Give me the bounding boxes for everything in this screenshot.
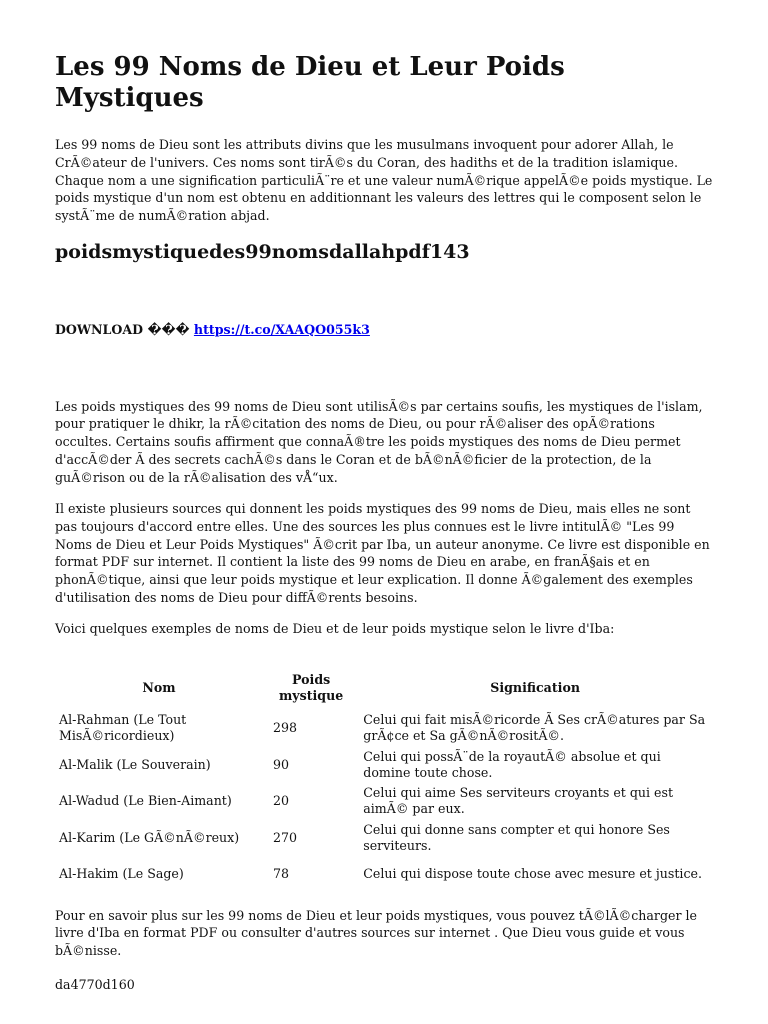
- cell-poids: 270: [272, 829, 298, 845]
- document-subtitle: poidsmystiquedes99nomsdallahpdf143: [55, 240, 470, 263]
- cell-signification: Celui qui donne sans compter et qui honore Ses serviteurs.: [363, 821, 670, 853]
- paragraph-sources: Il existe plusieurs sources qui donnent les poids mystiques des 99 noms de Dieu, mais elles ne sont pas toujours d'accord entre elles. Une des sources les plus connues est le livre intitulÃ© "Les 99 Noms de Dieu et Leur Poids Mystiques" Ã©crit par Iba, un auteur anonyme. Ce livre est disponible en format PDF sur internet. Il contient la liste des 99 noms de Dieu en arabe, en franÃ§ais et en phonÃ©tique, ainsi que leur poids mystique et leur explication. Il donne Ã©galement des exemples d'utilisation des noms de Dieu pour diffÃ©rents besoins.: [55, 501, 710, 605]
- cell-nom: Al-Karim (Le GÃ©nÃ©reux): [59, 829, 240, 845]
- document-hash: da4770d160: [55, 976, 135, 992]
- download-line: [55, 321, 713, 338]
- paragraph-examples-intro: Voici quelques exemples de noms de Dieu et de leur poids mystique selon le livre d'Iba:: [55, 621, 615, 637]
- download-glyphs: ���: [147, 321, 190, 337]
- cell-poids: 298: [272, 720, 298, 736]
- table-row: [55, 783, 711, 820]
- paragraph-outro: Pour en savoir plus sur les 99 noms de Dieu et leur poids mystiques, vous pouvez tÃ©lÃ©charger le livre d'Iba en format PDF ou consulter d'autres sources sur internet . Que Dieu vous guide et vous bÃ©nisse.: [55, 907, 697, 959]
- cell-nom: Al-Hakim (Le Sage): [59, 866, 184, 882]
- names-table: [55, 670, 711, 893]
- table-header-row: [55, 670, 711, 710]
- download-label: DOWNLOAD: [55, 321, 148, 337]
- cell-poids: 78: [272, 866, 290, 882]
- header-signification: Signification: [490, 680, 581, 696]
- cell-nom: Al-Rahman (Le Tout MisÃ©ricordieux): [59, 712, 187, 744]
- cell-nom: Al-Wadud (Le Bien-Aimant): [59, 793, 232, 809]
- cell-signification: Celui qui fait misÃ©ricorde Ã Ses crÃ©atures par Sa grÃ¢ce et Sa gÃ©nÃ©rositÃ©.: [363, 712, 706, 744]
- cell-poids: 90: [272, 756, 290, 772]
- cell-nom: Al-Malik (Le Souverain): [59, 756, 211, 772]
- header-poids: Poids mystique: [278, 672, 344, 704]
- cell-signification: Celui qui dispose toute chose avec mesure et justice.: [363, 866, 702, 882]
- cell-signification: Celui qui aime Ses serviteurs croyants et qui est aimÃ© par eux.: [363, 785, 674, 817]
- table-row: [55, 820, 711, 857]
- cell-poids: 20: [272, 793, 290, 809]
- document-title: Les 99 Noms de Dieu et Leur Poids Mystiques: [55, 52, 565, 114]
- paragraph-soufis: Les poids mystiques des 99 noms de Dieu sont utilisÃ©s par certains soufis, les mystiques de l'islam, pour pratiquer le dhikr, la rÃ©citation des noms de Dieu, ou pour rÃ©aliser des opÃ©rations occultes. Certains soufis affirment que connaÃ®tre les poids mystiques des noms de Dieu permet d'accÃ©der Ã des secrets cachÃ©s dans le Coran et de bÃ©nÃ©ficier de la protection, de la guÃ©rison ou de la rÃ©alisation des vÅ“ux.: [55, 398, 703, 485]
- table-row: [55, 747, 711, 784]
- table-row: [55, 856, 711, 893]
- table-row: [55, 710, 711, 747]
- intro-paragraph: Les 99 noms de Dieu sont les attributs divins que les musulmans invoquent pour adorer Allah, le CrÃ©ateur de l'univers. Ces noms sont tirÃ©s du Coran, des hadiths et de la tradition islamique. Chaque nom a une signification particuliÃ¨re et une valeur numÃ©rique appelÃ©e poids mystique. Le poids mystique d'un nom est obtenu en additionnant les valeurs des lettres qui le composent selon le systÃ¨me de numÃ©ration abjad.: [55, 137, 713, 224]
- download-link[interactable]: https://t.co/XAAQO055k3: [193, 321, 370, 337]
- header-nom: Nom: [142, 680, 176, 696]
- cell-signification: Celui qui possÃ¨de la royautÃ© absolue et qui domine toute chose.: [363, 748, 661, 780]
